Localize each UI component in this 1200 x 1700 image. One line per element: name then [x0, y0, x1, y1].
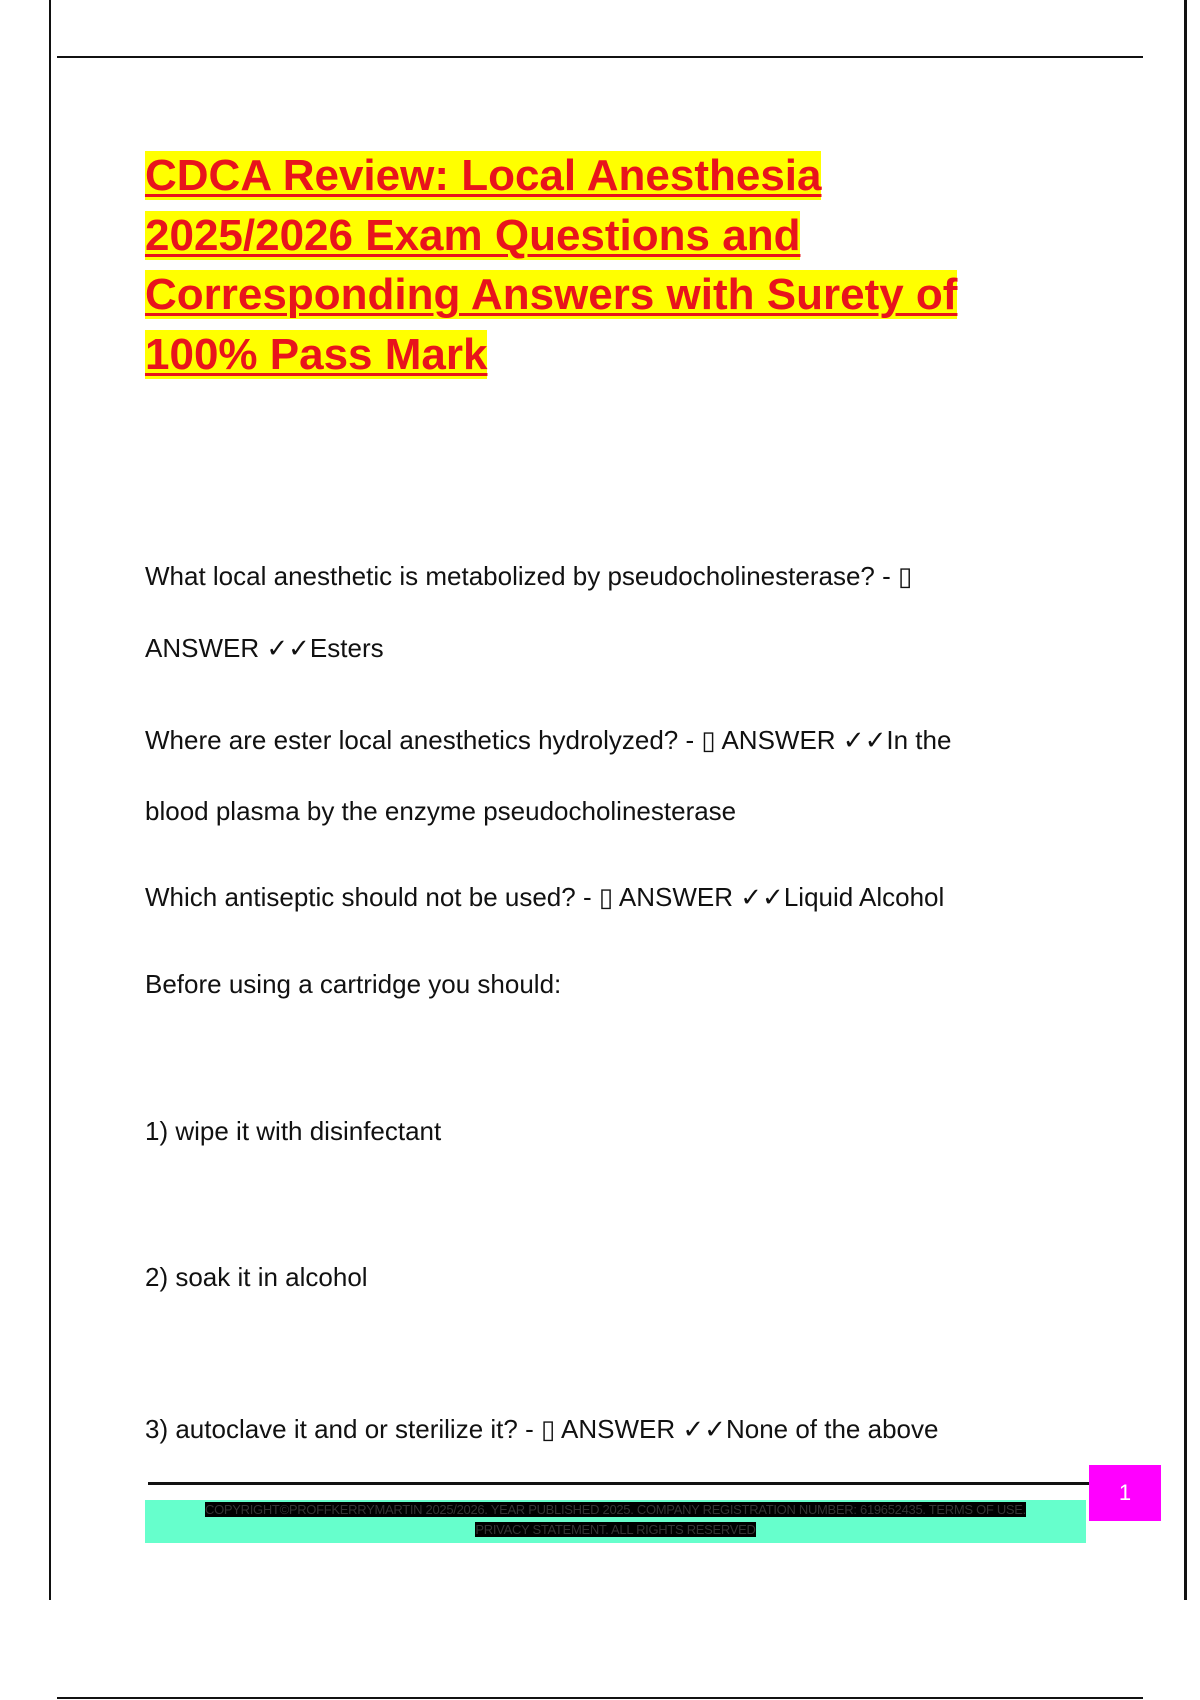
option-2: 2) soak it in alcohol — [145, 1262, 368, 1292]
copyright-footer — [145, 1500, 1086, 1543]
page-number: 1 — [1089, 1465, 1161, 1521]
question-2: Where are ester local anesthetics hydrolyzed? - ▯ ANSWER ✓✓In the — [145, 725, 952, 755]
footer-rule — [148, 1482, 1089, 1485]
page-left-border — [49, 0, 51, 1600]
header-rule — [57, 56, 1143, 58]
answer-1: ANSWER ✓✓Esters — [145, 633, 384, 663]
page-right-border — [1184, 0, 1187, 1600]
option-1: 1) wipe it with disinfectant — [145, 1116, 442, 1146]
footer-line: PRIVACY STATEMENT. ALL RIGHTS RESERVED — [475, 1522, 756, 1537]
option-3-answer: 3) autoclave it and or sterilize it? - ▯ ANSWER ✓✓None of the above — [145, 1414, 939, 1444]
next-page-rule — [57, 1697, 1143, 1699]
title-line: 2025/2026 Exam Questions and — [145, 210, 801, 260]
title-line: Corresponding Answers with Surety of — [145, 270, 958, 319]
document-title — [145, 146, 1085, 384]
title-line: CDCA Review: Local Anesthesia — [145, 151, 822, 200]
footer-line: COPYRIGHT©PROFFKERRYMARTIN 2025/2026. YEAR PUBLISHED 2025. COMPANY REGISTRATION NUMBER: 619652435. TERMS OF USE. — [204, 1502, 1026, 1517]
question-4: Before using a cartridge you should: — [145, 969, 562, 999]
question-3: Which antiseptic should not be used? - ▯ ANSWER ✓✓Liquid Alcohol — [145, 882, 945, 912]
answer-2-continued: blood plasma by the enzyme pseudocholinesterase — [145, 796, 737, 826]
title-line: 100% Pass Mark — [145, 329, 488, 379]
question-1: What local anesthetic is metabolized by pseudocholinesterase? - ▯ — [145, 561, 913, 591]
